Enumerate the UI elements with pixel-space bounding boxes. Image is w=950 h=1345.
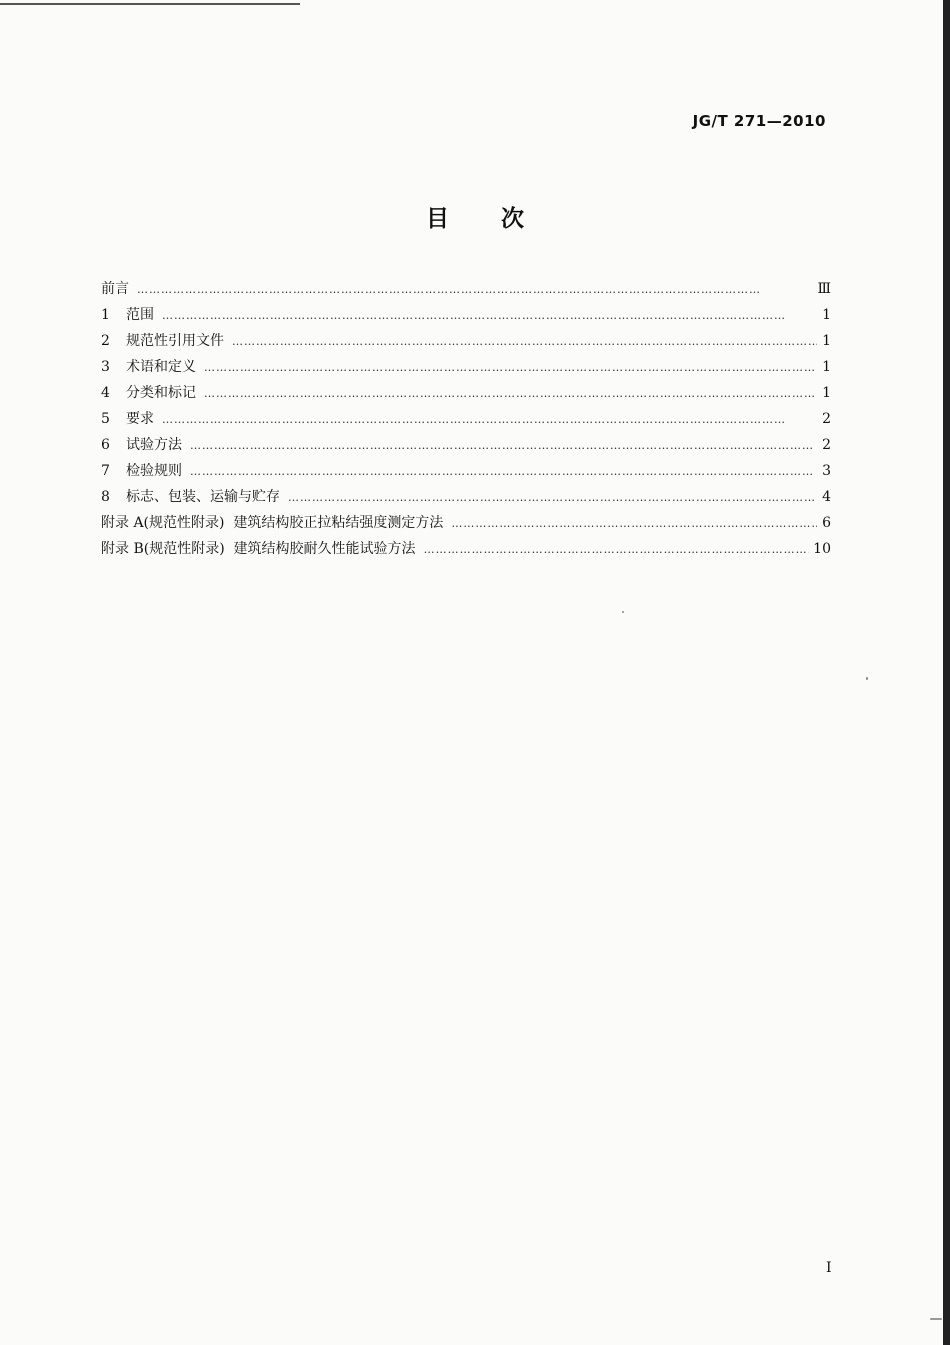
toc-row-6[interactable]: [101, 434, 831, 460]
toc-row-1[interactable]: [101, 304, 831, 330]
toc-leader: [232, 335, 817, 348]
toc-label: 术语和定义: [126, 359, 196, 375]
toc-label: 标志、包装、运输与贮存: [126, 489, 280, 505]
scan-edge-line: [0, 3, 300, 5]
toc-page: 4: [822, 489, 831, 505]
toc-number: 5: [101, 411, 110, 427]
toc-number: 1: [101, 307, 110, 323]
toc-label: 检验规则: [126, 463, 182, 479]
toc-row-8[interactable]: [101, 486, 831, 512]
toc-label: 规范性引用文件: [126, 333, 224, 349]
toc-row-foreword[interactable]: [101, 278, 831, 304]
page-number: I: [826, 1260, 832, 1276]
toc-row-4[interactable]: [101, 382, 831, 408]
toc-leader: [451, 517, 817, 530]
toc-leader: [204, 387, 817, 400]
toc-leader: [288, 491, 817, 504]
toc-row-7[interactable]: [101, 460, 831, 486]
scan-speck: [930, 1318, 942, 1320]
toc-row-5[interactable]: [101, 408, 831, 434]
toc-number: 4: [101, 385, 110, 401]
toc-label: 前言: [101, 281, 129, 297]
toc-page: 1: [822, 333, 831, 349]
toc-leader: [190, 465, 817, 478]
toc-row-appendix-a[interactable]: [101, 512, 831, 538]
toc-number: 6: [101, 437, 110, 453]
toc-label: 分类和标记: [126, 385, 196, 401]
toc-page: 2: [822, 411, 831, 427]
title-char-1: 目: [426, 206, 449, 232]
toc-leader: [424, 543, 810, 556]
toc-leader: [162, 309, 817, 322]
toc-label: 要求: [126, 411, 154, 427]
title-char-2: 次: [501, 206, 524, 232]
toc-page: 1: [822, 307, 831, 323]
toc-leader: [137, 283, 813, 296]
toc-number: 7: [101, 463, 110, 479]
toc-label: 试验方法: [126, 437, 182, 453]
scan-speck: [866, 677, 868, 680]
page-title: [0, 200, 950, 233]
toc-page: 6: [822, 515, 831, 531]
toc-leader: [190, 439, 817, 452]
standard-code: JG/T 271—2010: [692, 112, 826, 130]
toc-leader: [204, 361, 817, 374]
table-of-contents: [101, 278, 831, 564]
toc-label: 范围: [126, 307, 154, 323]
toc-label: 附录 A(规范性附录) 建筑结构胶正拉粘结强度测定方法: [101, 515, 444, 531]
toc-page: Ⅲ: [817, 281, 831, 297]
toc-row-appendix-b[interactable]: [101, 538, 831, 564]
toc-row-2[interactable]: [101, 330, 831, 356]
toc-page: 1: [822, 385, 831, 401]
toc-page: 3: [822, 463, 831, 479]
toc-leader: [162, 413, 817, 426]
toc-page: 1: [822, 359, 831, 375]
toc-number: 2: [101, 333, 110, 349]
toc-label: 附录 B(规范性附录) 建筑结构胶耐久性能试验方法: [101, 541, 416, 557]
toc-number: 3: [101, 359, 110, 375]
toc-page: 10: [813, 541, 831, 557]
toc-row-3[interactable]: [101, 356, 831, 382]
toc-page: 2: [822, 437, 831, 453]
scan-speck: [622, 611, 624, 613]
toc-number: 8: [101, 489, 110, 505]
